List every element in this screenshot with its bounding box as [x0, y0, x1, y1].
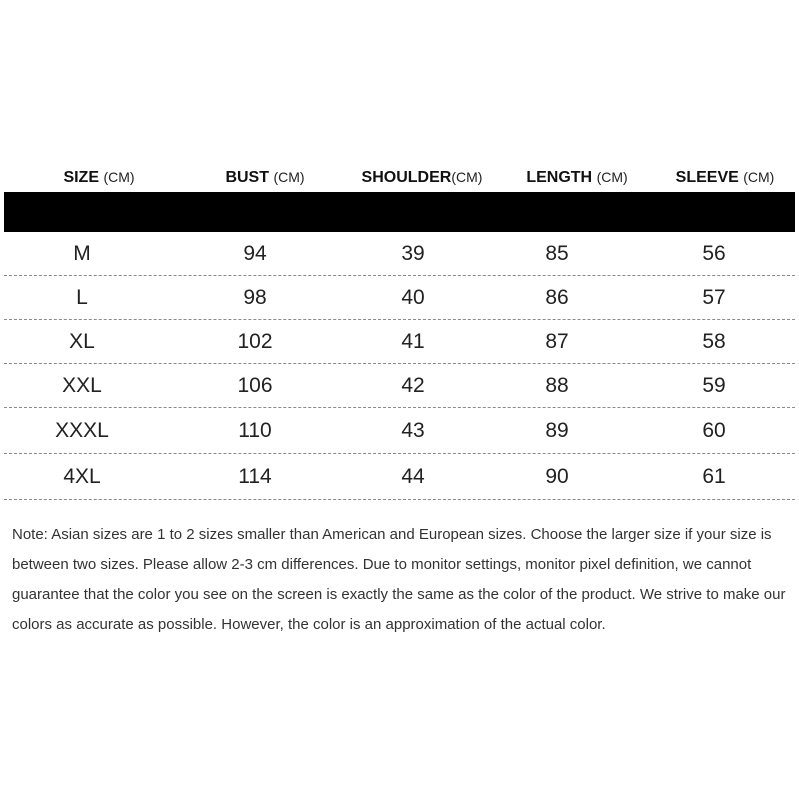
header-divider-bar — [4, 192, 795, 232]
cell-shoulder: 41 — [401, 329, 425, 353]
header-unit: (CM) — [596, 169, 628, 185]
cell-shoulder: 40 — [401, 285, 425, 309]
cell-length: 88 — [545, 373, 569, 397]
header-label: BUST — [225, 169, 269, 186]
cell-length: 86 — [545, 285, 569, 309]
table-row — [4, 454, 795, 500]
cell-sleeve: 56 — [702, 241, 726, 265]
cell-shoulder: 39 — [401, 241, 425, 265]
cell-size: L — [76, 285, 88, 309]
cell-bust: 106 — [237, 373, 273, 397]
cell-bust: 98 — [243, 285, 267, 309]
cell-size: XL — [69, 329, 95, 353]
table-row — [4, 320, 795, 364]
header-label: SHOULDER — [361, 169, 452, 186]
cell-sleeve: 57 — [702, 285, 726, 309]
table-row — [4, 276, 795, 320]
cell-size: M — [73, 241, 91, 265]
header-label: SLEEVE — [675, 169, 739, 186]
header-bust — [225, 168, 304, 187]
header-sleeve — [676, 168, 775, 187]
header-label: LENGTH — [526, 169, 593, 186]
header-unit: (CM) — [743, 169, 775, 185]
cell-shoulder: 43 — [401, 418, 425, 442]
cell-size: XXL — [62, 373, 102, 397]
size-note — [12, 520, 790, 640]
cell-bust: 114 — [238, 464, 272, 488]
cell-length: 90 — [545, 464, 569, 488]
cell-bust: 102 — [237, 329, 273, 353]
table-row — [4, 364, 795, 408]
cell-shoulder: 42 — [401, 373, 425, 397]
size-chart — [4, 160, 795, 500]
cell-length: 87 — [545, 329, 569, 353]
cell-sleeve: 58 — [702, 329, 726, 353]
cell-size: 4XL — [63, 464, 101, 488]
cell-bust: 94 — [243, 241, 267, 265]
size-table-body — [4, 232, 795, 500]
cell-size: XXXL — [55, 418, 109, 442]
table-row — [4, 408, 795, 454]
cell-bust: 110 — [238, 418, 272, 442]
cell-length: 89 — [545, 418, 569, 442]
cell-shoulder: 44 — [401, 464, 425, 488]
table-row — [4, 232, 795, 276]
header-length — [526, 168, 627, 187]
header-unit: (CM) — [273, 169, 305, 185]
header-label: SIZE — [63, 169, 99, 186]
note-text: Note: Asian sizes are 1 to 2 sizes smaller than American and European sizes. Choose the larger size if your size is between two sizes. Please allow 2-3 cm differences. Due to monitor settings, monitor pixel definition, we cannot guarantee that the color you see on the screen is exactly the same as the color of the product. We strive to make our colors as accurate as possible. However, the color is an approximation of the actual color. — [12, 526, 786, 633]
header-unit: (CM) — [451, 169, 483, 185]
header-size — [63, 168, 134, 187]
cell-length: 85 — [545, 241, 569, 265]
header-row — [4, 160, 795, 192]
header-unit: (CM) — [103, 169, 135, 185]
cell-sleeve: 61 — [702, 464, 726, 488]
cell-sleeve: 59 — [702, 373, 726, 397]
header-shoulder — [362, 168, 483, 187]
cell-sleeve: 60 — [702, 418, 726, 442]
